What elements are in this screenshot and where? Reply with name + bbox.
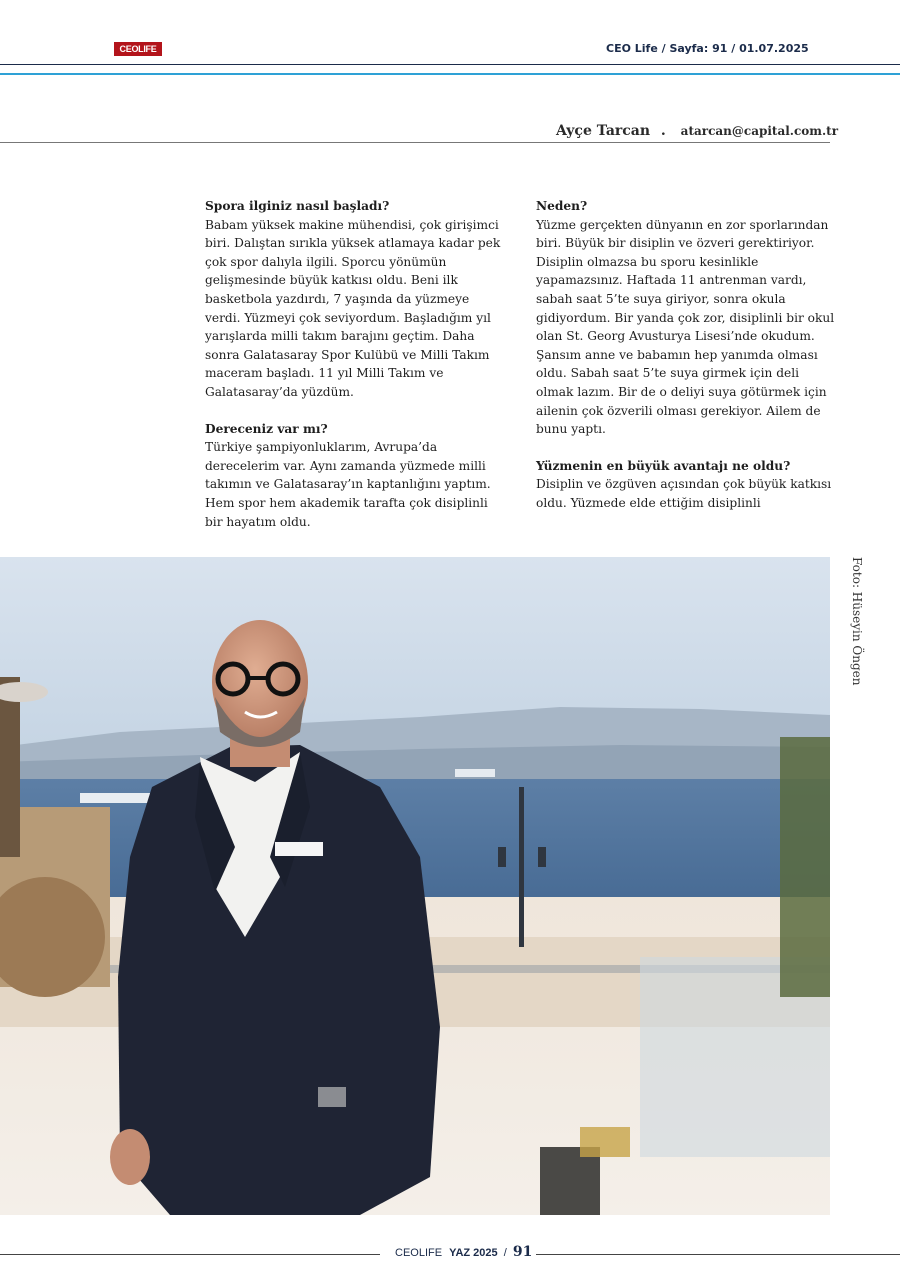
footer-issue: YAZ 2025: [449, 1247, 498, 1259]
footer-magazine: CEOLIFE: [395, 1247, 443, 1259]
article-column-2: [536, 197, 836, 531]
answer-paragraph: Yüzme gerçekten dünyanın en zor sporlarından biri. Büyük bir disiplin ve özveri gerektiriyor. Disiplin olmazsa bu sporu kesinlikle yapamazsınız. Haftada 11 antrenman vardı, sabah saat 5’te suya giriyor, sonra okula gidiyordum. Bir yanda çok zor, disiplinli bir okul olan St. Georg Avusturya Lisesi’nde okudum. Şansım anne ve babamın hep yanımda olması oldu. Sabah saat 5’te suya girmek için deli olmak lazım. Bir de o deliyi suya götürmek için ailenin çok özverili olması gerekiyor. Ailem de bunu yaptı.: [536, 217, 835, 437]
footer-slash: /: [503, 1247, 507, 1259]
question-heading: Spora ilginiz nasıl başladı?: [205, 199, 390, 213]
answer-paragraph: Disiplin ve özgüven açısından çok büyük katkısı oldu. Yüzmede elde ettiğim disiplinli: [536, 477, 832, 510]
answer-paragraph: Babam yüksek makine mühendisi, çok girişimci biri. Dalıştan sırıkla yüksek atlamaya kadar pek çok spor dalıyla ilgili. Sporcu yönümün gelişmesinde büyük katkısı oldu. Beni ilk basketbola yazdırdı, 7 yaşında da yüzmeye verdi. Yüzmeyi çok seviyordum. Başladığım yıl yarışlarda milli takım barajını geçtim. Daha sonra Galatasaray Spor Kulübü ve Milli Takım maceram başladı. 11 yıl Milli Takım ve Galatasaray’da yüzdüm.: [205, 217, 501, 399]
footer: [395, 1244, 532, 1260]
author-name: Ayçe Tarcan: [556, 123, 651, 139]
question-heading: Neden?: [536, 199, 588, 213]
page-number: 91: [512, 1244, 533, 1260]
byline-separator: .: [660, 123, 666, 139]
portrait-photo: [0, 557, 830, 1215]
footer-rule-left: [0, 1254, 380, 1255]
photo-credit: Foto: Hüseyin Öngen: [850, 557, 864, 686]
byline: [556, 123, 838, 139]
header-accent-rule: [0, 73, 900, 75]
author-email[interactable]: atarcan@capital.com.tr: [680, 124, 839, 138]
question-heading: Dereceniz var mı?: [205, 421, 328, 436]
question-heading: Yüzmenin en büyük avantajı ne oldu?: [536, 458, 791, 473]
magazine-logo: CEOLIFE: [114, 42, 162, 56]
header-rule: [0, 64, 900, 65]
article-column-1: [205, 197, 505, 549]
page-info: CEO Life / Sayfa: 91 / 01.07.2025: [606, 42, 809, 55]
footer-rule-right: [536, 1254, 900, 1255]
byline-rule: [0, 142, 830, 143]
answer-paragraph: Türkiye şampiyonluklarım, Avrupa’da derecelerim var. Aynı zamanda yüzmede milli takımın ve Galatasaray’ın kaptanlığını yaptım. Hem spor hem akademik tarafta çok disiplinli bir hayatım oldu.: [205, 440, 491, 529]
